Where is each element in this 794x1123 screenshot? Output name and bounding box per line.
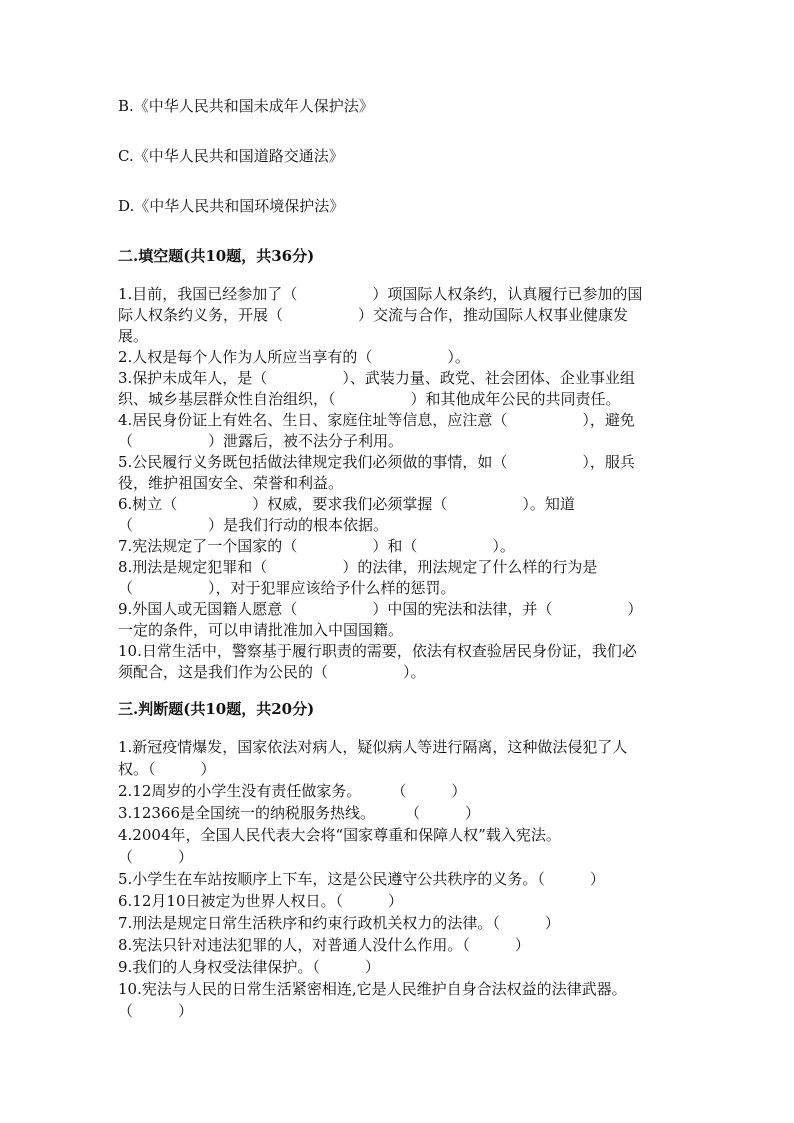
question-line: 7.刑法是规定日常生活秩序和约束行政机关权力的法律。（ ）	[118, 914, 560, 932]
fill-in-questions	[118, 284, 683, 683]
question-line: 4.居民身份证上有姓名、生日、家庭住址等信息，应注意（ ），避免	[118, 411, 635, 429]
option-c: C.《中华人民共和国道路交通法》	[118, 147, 344, 165]
question-line: 一定的条件，可以申请批准加入中国国籍。	[118, 621, 404, 639]
true-false-questions	[118, 736, 683, 1022]
question-line: 4.2004年，全国人民代表大会将“国家尊重和保障人权”载入宪法。	[118, 826, 561, 844]
question-line: 5.公民履行义务既包括做法律规定我们必须做的事情，如（ ），服兵	[118, 453, 635, 471]
question-line: 6.12月10日被定为世界人权日。（ ）	[118, 892, 403, 910]
question-line: 7.宪法规定了一个国家的（ ）和（ ）。	[118, 537, 515, 555]
question-line: （ ）	[118, 848, 194, 866]
question-line: （ ）是我们行动的根本依据。	[118, 516, 389, 534]
question-line: 3.12366是全国统一的纳税服务热线。 （ ）	[118, 804, 481, 822]
question-line: 1.新冠疫情爆发，国家依法对病人，疑似病人等进行隔离，这种做法侵犯了人	[118, 738, 628, 756]
question-line: 9.外国人或无国籍人愿意（ ）中国的宪法和法律，并（ ）	[118, 600, 643, 618]
question-line: 10.宪法与人民的日常生活紧密相连,它是人民维护自身合法权益的法律武器。	[118, 980, 627, 998]
question-line: （ ）泄露后，被不法分子利用。	[118, 432, 404, 450]
question-line: 展。	[118, 327, 149, 345]
question-line: 际人权条约义务，开展（ ）交流与合作，推动国际人权事业健康发	[118, 306, 629, 324]
section-heading-fill-in: 二.填空题(共10题，共36分)	[118, 247, 315, 265]
question-line: 8.刑法是规定犯罪和（ ）的法律，刑法规定了什么样的行为是	[118, 558, 598, 576]
question-line: 1.目前，我国已经参加了（ ）项国际人权条约，认真履行已参加的国	[118, 285, 643, 303]
question-line: 织、城乡基层群众性自治组织，（ ）和其他成年公民的共同责任。	[118, 390, 621, 408]
question-line: 9.我们的人身权受法律保护。（ ）	[118, 958, 380, 976]
question-line: 8.宪法只针对违法犯罪的人，对普通人没什么作用。（ ）	[118, 936, 530, 954]
question-line: 役，维护祖国安全、荣誉和利益。	[118, 474, 344, 492]
question-line: 6.树立（ ）权威，要求我们必须掌握（ ）。知道	[118, 495, 575, 513]
section-heading-true-false: 三.判断题(共10题，共20分)	[118, 700, 315, 718]
question-line: 2.12周岁的小学生没有责任做家务。 （ ）	[118, 782, 467, 800]
question-line: 3.保护未成年人，是（ ）、武装力量、政党、社会团体、企业事业组	[118, 369, 635, 387]
question-line: 权。（ ）	[118, 760, 216, 778]
question-line: （ ），对于犯罪应该给予什么样的惩罚。	[118, 579, 456, 597]
question-line: 须配合，这是我们作为公民的（ ）。	[118, 663, 426, 681]
question-line: （ ）	[118, 1002, 194, 1020]
question-line: 5.小学生在车站按顺序上下车，这是公民遵守公共秩序的义务。（ ）	[118, 870, 605, 888]
question-line: 2.人权是每个人作为人所应当享有的（ ）。	[118, 348, 470, 366]
question-line: 10.日常生活中，警察基于履行职责的需要，依法有权查验居民身份证，我们必	[118, 642, 637, 660]
option-d: D.《中华人民共和国环境保护法》	[118, 197, 345, 215]
option-b: B.《中华人民共和国未成年人保护法》	[118, 97, 374, 115]
